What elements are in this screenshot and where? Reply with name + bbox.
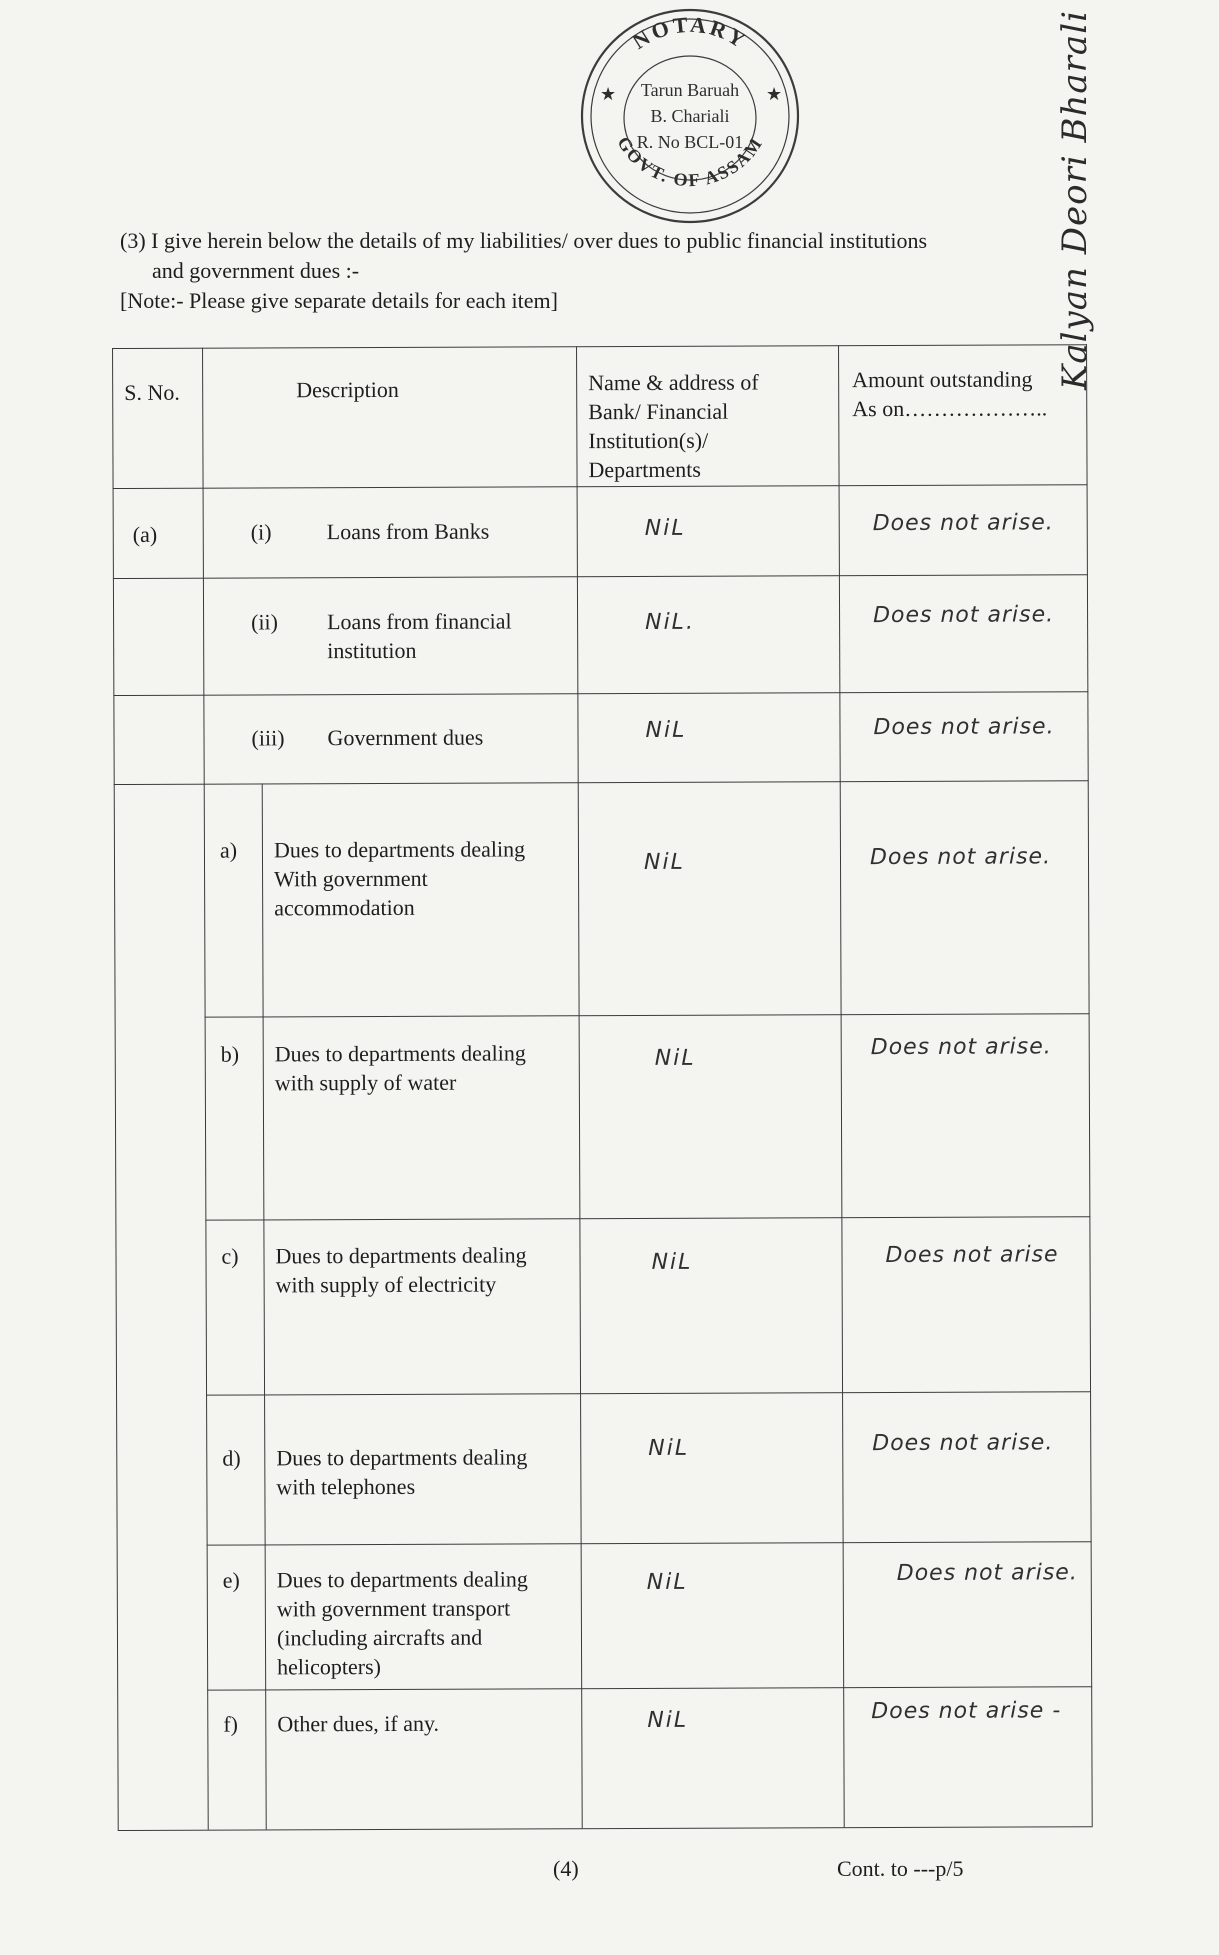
- header-name-address: Name & address of Bank/ Financial Institution(s)/ Departments: [588, 369, 759, 483]
- row-amount-handwritten: Does not arise.: [872, 1430, 1054, 1457]
- table-rule: [113, 574, 1088, 579]
- stamp-bottom-arc: GOVT. OF ASSAM: [613, 132, 767, 191]
- intro-note: [Note:- Please give separate details for each item]: [120, 288, 558, 313]
- row-description: Dues to departments dealing With government accommodation: [273, 836, 526, 921]
- row-name-handwritten: NiL: [646, 1569, 688, 1595]
- header-description: Description: [296, 376, 399, 403]
- star-icon: ★: [600, 84, 617, 104]
- row-name-handwritten: NiL: [654, 1045, 696, 1071]
- stamp-place: B. Chariali: [650, 106, 730, 126]
- table-rule: [207, 1541, 1092, 1545]
- row-number: d): [222, 1445, 241, 1471]
- stamp-title: NOTARY: [627, 11, 753, 54]
- row-sno: (a): [132, 521, 158, 547]
- table-rule: [112, 344, 1087, 349]
- row-number: c): [221, 1243, 239, 1269]
- table-rule: [207, 1686, 1092, 1690]
- table-rule: [113, 484, 1088, 489]
- header-sno: S. No.: [124, 379, 180, 405]
- row-name-handwritten: NiL: [644, 515, 686, 541]
- row-amount-handwritten: Does not arise.: [873, 714, 1055, 741]
- row-amount-handwritten: Does not arise.: [873, 602, 1055, 629]
- table-rule: [113, 691, 1088, 696]
- intro-line-2: and government dues :-: [152, 258, 360, 283]
- continuation-note: Cont. to ---p/5: [837, 1856, 964, 1881]
- table-rule: [838, 345, 845, 1827]
- row-amount-handwritten: Does not arise: [885, 1242, 1059, 1269]
- table-rule: [112, 348, 119, 1830]
- page-number: (4): [553, 1856, 579, 1881]
- table-rule: [118, 1826, 1093, 1831]
- row-number: (iii): [251, 725, 285, 751]
- row-name-handwritten: NiL.: [645, 609, 695, 635]
- row-number: b): [220, 1041, 240, 1067]
- row-number: (ii): [251, 609, 279, 635]
- row-name-handwritten: NiL: [645, 717, 687, 743]
- row-description: Dues to departments dealing with government transport (including aircrafts and helicopters): [276, 1566, 528, 1680]
- row-description: Loans from financial institution: [327, 608, 512, 664]
- table-rule: [202, 348, 209, 1830]
- star-icon: ★: [766, 84, 783, 104]
- table-rule: [205, 1013, 1090, 1017]
- row-number: (i): [250, 519, 272, 545]
- row-name-handwritten: NiL: [648, 1435, 690, 1461]
- row-description: Dues to departments dealing with telephones: [276, 1444, 528, 1500]
- header-amount: Amount outstanding As on………………..: [852, 366, 1048, 422]
- margin-signature: Kalyan Deori Bharali: [1055, 10, 1095, 390]
- row-description: Dues to departments dealing with supply of water: [274, 1040, 526, 1096]
- table-rule: [576, 346, 583, 1828]
- row-amount-handwritten: Does not arise.: [896, 1560, 1078, 1586]
- row-amount-handwritten: Does not arise.: [872, 510, 1054, 537]
- row-number: e): [222, 1567, 240, 1593]
- row-description: Dues to departments dealing with supply of electricity: [275, 1242, 527, 1298]
- row-description: Other dues, if any.: [277, 1710, 440, 1737]
- row-description: Government dues: [327, 724, 484, 751]
- row-name-handwritten: NiL: [643, 849, 685, 875]
- row-name-handwritten: NiL: [647, 1707, 689, 1733]
- row-description: Loans from Banks: [326, 518, 490, 545]
- liabilities-table: [112, 336, 1093, 1830]
- row-number: a): [219, 837, 238, 863]
- table-rule: [1086, 344, 1093, 1826]
- row-number: f): [223, 1711, 239, 1737]
- row-name-handwritten: NiL: [651, 1249, 693, 1275]
- table-rule: [114, 780, 1089, 785]
- table-rule: [206, 1391, 1091, 1395]
- stamp-name: Tarun Baruah: [640, 80, 740, 100]
- notary-stamp: [570, 4, 810, 232]
- intro-line-1: (3) I give herein below the details of my liabilities/ over dues to public financial institutions: [120, 228, 928, 253]
- row-amount-handwritten: Does not arise -: [871, 1698, 1062, 1725]
- row-amount-handwritten: Does not arise.: [870, 1034, 1052, 1061]
- row-amount-handwritten: Does not arise.: [869, 844, 1052, 871]
- stamp-registration: R. No BCL-01: [636, 132, 744, 152]
- table-rule: [262, 783, 267, 1829]
- table-rule: [205, 1216, 1090, 1220]
- intro-paragraph: [120, 226, 1060, 316]
